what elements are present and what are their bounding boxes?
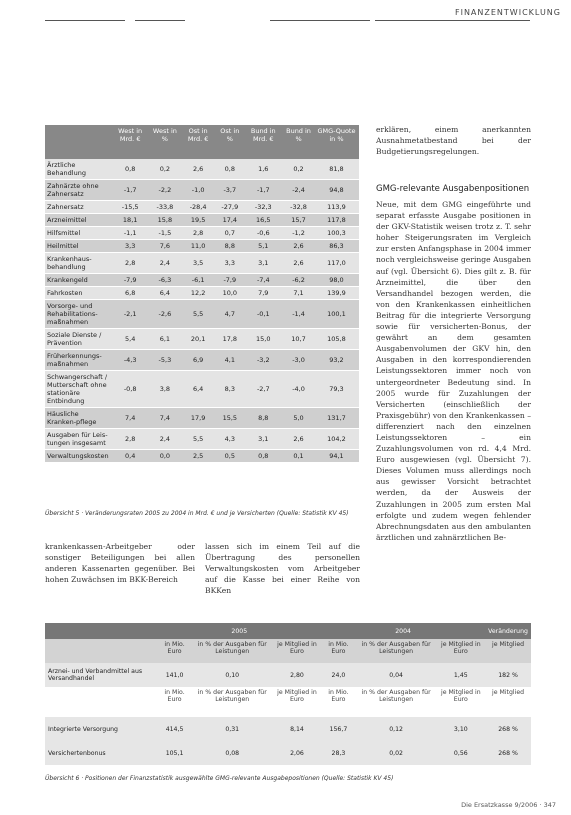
table2-corner xyxy=(45,623,157,639)
table-cell: -1,7 xyxy=(111,180,150,201)
table2-sub-header: in % der Ausgaben für Leistungen xyxy=(356,687,437,717)
header-rule xyxy=(45,20,125,21)
table1-column-header: Bund in Mrd. € xyxy=(243,125,283,159)
table-cell: -1,5 xyxy=(150,227,180,240)
table-cell: 5,5 xyxy=(180,429,216,450)
row-label: Arzneimittel xyxy=(45,214,111,227)
table-row xyxy=(45,663,531,687)
table-cell: 81,8 xyxy=(314,159,359,180)
table-cell: 19,5 xyxy=(180,214,216,227)
table-cell: 5,0 xyxy=(283,408,314,429)
table-cell: 0,10 xyxy=(192,663,273,687)
header-rule xyxy=(375,20,530,21)
table-cell: 0,12 xyxy=(356,717,437,741)
table-cell: 15,7 xyxy=(283,214,314,227)
right-column-intro: erklären, einem anerkannten Ausnahmetatbestand bei der Budgetierungsregelungen. xyxy=(376,125,531,157)
table-cell: -2,7 xyxy=(243,371,283,408)
row-label: Soziale Dienste / Prävention xyxy=(45,329,111,350)
table2-sub-header: in Mio. Euro xyxy=(157,639,191,663)
table-cell: 3,3 xyxy=(216,253,243,274)
table2-sub-header: in Mio. Euro xyxy=(157,687,191,717)
table-cell: 4,7 xyxy=(216,300,243,329)
row-label: Arznei- und Verbandmittel aus Versandhandel xyxy=(45,663,157,687)
table-cell: 0,8 xyxy=(111,159,150,180)
table-cell: 11,0 xyxy=(180,240,216,253)
table2-sub-header: je Mitglied in Euro xyxy=(273,687,322,717)
table-cell: 105,8 xyxy=(314,329,359,350)
table-cell: 6,1 xyxy=(150,329,180,350)
table-cell: -3,2 xyxy=(243,350,283,371)
table-cell: 117,0 xyxy=(314,253,359,274)
table-cell: -32,8 xyxy=(283,201,314,214)
table-row xyxy=(45,429,359,450)
row-label: Ärztliche Behandlung xyxy=(45,159,111,180)
table-cell: 5,4 xyxy=(111,329,150,350)
table-cell: 5,5 xyxy=(180,300,216,329)
table-cell: 7,9 xyxy=(243,287,283,300)
table-cell: 8,14 xyxy=(273,717,322,741)
table2-sub-corner xyxy=(45,639,157,663)
table-cell: -1,2 xyxy=(283,227,314,240)
table-cell: 24,0 xyxy=(321,663,355,687)
table-cell: -1,0 xyxy=(180,180,216,201)
row-label: Heilmittel xyxy=(45,240,111,253)
table-row xyxy=(45,180,359,201)
table-cell: 15,5 xyxy=(216,408,243,429)
gmg-positions-table xyxy=(45,623,531,765)
table-cell: 0,8 xyxy=(243,450,283,463)
table2-sub-header: in % der Ausgaben für Leistungen xyxy=(192,639,273,663)
table2-sub-header: je Mitglied in Euro xyxy=(273,639,322,663)
table-cell: 104,2 xyxy=(314,429,359,450)
table-cell: 0,2 xyxy=(283,159,314,180)
table2-sub-header: in Mio. Euro xyxy=(321,687,355,717)
row-label: Integrierte Versorgung xyxy=(45,717,157,741)
table-cell: 6,4 xyxy=(180,371,216,408)
table-cell: -5,3 xyxy=(150,350,180,371)
table-cell: 182 % xyxy=(485,663,531,687)
table-cell: 8,8 xyxy=(243,408,283,429)
table-cell: 12,2 xyxy=(180,287,216,300)
table-cell: 0,7 xyxy=(216,227,243,240)
table-cell: -27,9 xyxy=(216,201,243,214)
table-cell: 2,6 xyxy=(180,159,216,180)
table-cell: 94,1 xyxy=(314,450,359,463)
table1-caption: Übersicht 5 · Veränderungsraten 2005 zu 2004 in Mrd. € und je Versicherten (Quelle: Statistik KV 45) xyxy=(45,510,349,517)
table-cell: 414,5 xyxy=(157,717,191,741)
table-cell: 113,9 xyxy=(314,201,359,214)
table-cell: 100,1 xyxy=(314,300,359,329)
table-cell: 0,02 xyxy=(356,741,437,765)
table-cell: 3,8 xyxy=(150,371,180,408)
table-cell: 3,1 xyxy=(243,429,283,450)
table-cell: 4,1 xyxy=(216,350,243,371)
table-cell: 16,5 xyxy=(243,214,283,227)
table-cell: 4,3 xyxy=(216,429,243,450)
table-cell: 15,0 xyxy=(243,329,283,350)
table-cell: 0,1 xyxy=(283,450,314,463)
table2-sub-header: je Mitglied in Euro xyxy=(437,639,486,663)
table-cell: 28,3 xyxy=(321,741,355,765)
table-cell: 2,80 xyxy=(273,663,322,687)
table-cell: 10,0 xyxy=(216,287,243,300)
table1-column-header: Bund in % xyxy=(283,125,314,159)
table-cell: 0,08 xyxy=(192,741,273,765)
table-cell: -7,4 xyxy=(243,274,283,287)
table-cell: 2,4 xyxy=(150,253,180,274)
table-cell: 100,3 xyxy=(314,227,359,240)
row-label: Schwangerschaft / Mutterschaft ohne stationäre Entbindung xyxy=(45,371,111,408)
table-cell: 6,4 xyxy=(150,287,180,300)
table-cell: 0,4 xyxy=(111,450,150,463)
table2-sub-header: je Mitglied xyxy=(485,687,531,717)
middle-column-text: lassen sich im einem Teil auf die Übertragung des personellen Verwaltungskosten vom Arbeitgeber auf die Kasse bei einer Reihe von BKKen xyxy=(205,542,360,596)
table-cell: 2,6 xyxy=(283,253,314,274)
row-label: Vorsorge- und Rehabilitations-maßnahmen xyxy=(45,300,111,329)
row-label: Krankengeld xyxy=(45,274,111,287)
table-cell: 7,4 xyxy=(111,408,150,429)
table-cell: -4,0 xyxy=(283,371,314,408)
table-cell: -2,1 xyxy=(111,300,150,329)
table-cell: 7,4 xyxy=(150,408,180,429)
table-cell: 2,4 xyxy=(150,429,180,450)
running-title: FINANZENTWICKLUNG xyxy=(454,8,561,17)
table-cell: 105,1 xyxy=(157,741,191,765)
table-cell: 2,6 xyxy=(283,240,314,253)
change-header: Veränderung xyxy=(485,623,531,639)
table2-caption: Übersicht 6 · Positionen der Finanzstatistik ausgewählte GMG-relevante Ausgabepositionen (Quelle: Statistik KV 45) xyxy=(45,775,394,782)
table-row xyxy=(45,227,359,240)
table-cell: -7,9 xyxy=(111,274,150,287)
table-cell: 2,06 xyxy=(273,741,322,765)
table-cell: -6,2 xyxy=(283,274,314,287)
row-label: Zahnärzte ohne Zahnersatz xyxy=(45,180,111,201)
table-cell: -4,3 xyxy=(111,350,150,371)
table-cell: 0,8 xyxy=(216,159,243,180)
table-cell: 0,5 xyxy=(216,450,243,463)
table-cell: 15,8 xyxy=(150,214,180,227)
right-column-text: Neue, mit dem GMG eingeführte und separat erfasste Ausgabe positionen in der GKV-Statistik weisen trotz z. T. sehr hoher Steigerungsraten im Vergleich zur ersten Anfangsphase in 2004 immer noch vergleichsweise geringe Ausgaben auf (vgl. Übersicht 6). Dies gilt z. B. für Arzneimittel, die über den Versandhandel bezogen werden, die von den Krankenkassen einheitlichen Beitrag für die integrierte Versorgung sowie für versicherten-Bonus, der gewährt an dem gesamten Ausgabenvolumen der GKV hin, den Ausgaben in den korrespondierenden Leistungssektoren immer noch von untergeordneter Bedeutung sind. In 2005 wurde für Zuzahlungen der Versicherten (einschließlich der Praxisgebühr) von den Krankenkassen – differenziert nach den einzelnen Leistungssektoren – ein Zuzahlungsvolumen von rd. 4,4 Mrd. Euro ausgewiesen (vgl. Übersicht 7). Dieses Volumen muss allerdings noch aus gewisser Vorsicht betrachtet werden, da der Ausweis der Zuzahlungen in 2005 zum ersten Mal erfolgte und zudem wegen fehlender Abrechnungsdaten aus den ambulanten ärztlichen und zahnärztlichen Be- xyxy=(376,200,531,542)
table-cell: -3,0 xyxy=(283,350,314,371)
table-cell: 2,8 xyxy=(111,253,150,274)
table-cell: 3,1 xyxy=(243,253,283,274)
row-label: Früherkennungs-maßnahmen xyxy=(45,350,111,371)
year-2004: 2004 xyxy=(321,623,485,639)
table-row xyxy=(45,329,359,350)
table-cell: -0,6 xyxy=(243,227,283,240)
table-cell: 2,5 xyxy=(180,450,216,463)
row-label: Verwaltungskosten xyxy=(45,450,111,463)
table-row xyxy=(45,300,359,329)
table-cell: -2,6 xyxy=(150,300,180,329)
table-cell: 93,2 xyxy=(314,350,359,371)
table1-column-header xyxy=(45,125,111,159)
table1-column-header: West in % xyxy=(150,125,180,159)
table1-column-header: West in Mrd. € xyxy=(111,125,150,159)
table-cell: 3,5 xyxy=(180,253,216,274)
table-cell: -0,1 xyxy=(243,300,283,329)
table-cell: 141,0 xyxy=(157,663,191,687)
header-rule xyxy=(135,20,185,21)
table-cell: 94,8 xyxy=(314,180,359,201)
table-cell: 156,7 xyxy=(321,717,355,741)
table-cell: 0,56 xyxy=(437,741,486,765)
table1-column-header: GMG-Quote in % xyxy=(314,125,359,159)
table-cell: -6,3 xyxy=(150,274,180,287)
table-cell: -6,1 xyxy=(180,274,216,287)
table-cell: 2,6 xyxy=(283,429,314,450)
table-cell: -33,8 xyxy=(150,201,180,214)
table-cell: 17,4 xyxy=(216,214,243,227)
row-label: Fahrkosten xyxy=(45,287,111,300)
table-row xyxy=(45,717,531,741)
table-cell: 6,8 xyxy=(111,287,150,300)
row-label: Ausgaben für Leis-tungen insgesamt xyxy=(45,429,111,450)
table-cell: 5,1 xyxy=(243,240,283,253)
table2-sub-header: in Mio. Euro xyxy=(321,639,355,663)
table1-column-header: Ost in Mrd. € xyxy=(180,125,216,159)
table2-sub-header: in % der Ausgaben für Leistungen xyxy=(192,687,273,717)
row-label: Häusliche Kranken-pflege xyxy=(45,408,111,429)
year-2005: 2005 xyxy=(157,623,321,639)
table-cell: -32,3 xyxy=(243,201,283,214)
table-cell: 8,8 xyxy=(216,240,243,253)
table-row xyxy=(45,274,359,287)
table2-sub-header: in % der Ausgaben für Leistungen xyxy=(356,639,437,663)
table2-sub-header: je Mitglied in Euro xyxy=(437,687,486,717)
row-label: Hilfsmittel xyxy=(45,227,111,240)
table-row xyxy=(45,240,359,253)
table-row xyxy=(45,371,359,408)
row-label: Krankenhaus-behandlung xyxy=(45,253,111,274)
table-cell: -7,9 xyxy=(216,274,243,287)
table1-column-header: Ost in % xyxy=(216,125,243,159)
page-footer: Die Ersatzkasse 9/2006 · 347 xyxy=(461,801,556,809)
table-cell: 117,8 xyxy=(314,214,359,227)
section-heading: GMG-relevante Ausgabenpositionen xyxy=(376,184,530,194)
table-cell: 18,1 xyxy=(111,214,150,227)
table-cell: 3,10 xyxy=(437,717,486,741)
table-cell: -28,4 xyxy=(180,201,216,214)
table-cell: 86,3 xyxy=(314,240,359,253)
table-cell: 17,9 xyxy=(180,408,216,429)
table-cell: -15,5 xyxy=(111,201,150,214)
table-cell: 139,9 xyxy=(314,287,359,300)
table-row xyxy=(45,450,359,463)
table-cell: 0,04 xyxy=(356,663,437,687)
table-cell: 98,0 xyxy=(314,274,359,287)
table-cell: 2,8 xyxy=(111,429,150,450)
table2-sub-corner xyxy=(45,687,157,717)
table-cell: 20,1 xyxy=(180,329,216,350)
table-row xyxy=(45,253,359,274)
change-rates-table xyxy=(45,125,359,463)
table-row xyxy=(45,214,359,227)
table-row xyxy=(45,159,359,180)
table-row xyxy=(45,287,359,300)
table-cell: 17,8 xyxy=(216,329,243,350)
table-cell: 1,45 xyxy=(437,663,486,687)
table-cell: 79,3 xyxy=(314,371,359,408)
table-cell: 131,7 xyxy=(314,408,359,429)
table-cell: -2,2 xyxy=(150,180,180,201)
table2-sub-header: je Mitglied xyxy=(485,639,531,663)
table-cell: -1,1 xyxy=(111,227,150,240)
table-cell: 6,9 xyxy=(180,350,216,371)
row-label: Versichertenbonus xyxy=(45,741,157,765)
table-row xyxy=(45,408,359,429)
table-cell: 0,0 xyxy=(150,450,180,463)
table-cell: 0,31 xyxy=(192,717,273,741)
table-cell: 10,7 xyxy=(283,329,314,350)
table-cell: 8,3 xyxy=(216,371,243,408)
table-cell: 7,1 xyxy=(283,287,314,300)
table-cell: -2,4 xyxy=(283,180,314,201)
header-rule xyxy=(270,20,370,21)
table-cell: -3,7 xyxy=(216,180,243,201)
table-cell: 2,8 xyxy=(180,227,216,240)
table-cell: 1,6 xyxy=(243,159,283,180)
left-column-text: krankenkassen-Arbeitgeber oder sonstiger Beteiligungen bei allen anderen Kassenarten gegenüber. Bei hohen Zuwächsen im BKK-Bereich xyxy=(45,542,195,585)
table-cell: 3,3 xyxy=(111,240,150,253)
table-cell: -1,7 xyxy=(243,180,283,201)
table-cell: 7,6 xyxy=(150,240,180,253)
table-row xyxy=(45,350,359,371)
table-row xyxy=(45,201,359,214)
table-row xyxy=(45,741,531,765)
table-cell: 268 % xyxy=(485,741,531,765)
table-cell: -0,8 xyxy=(111,371,150,408)
table-cell: 0,2 xyxy=(150,159,180,180)
table-cell: -1,4 xyxy=(283,300,314,329)
row-label: Zahnersatz xyxy=(45,201,111,214)
table-cell: 268 % xyxy=(485,717,531,741)
